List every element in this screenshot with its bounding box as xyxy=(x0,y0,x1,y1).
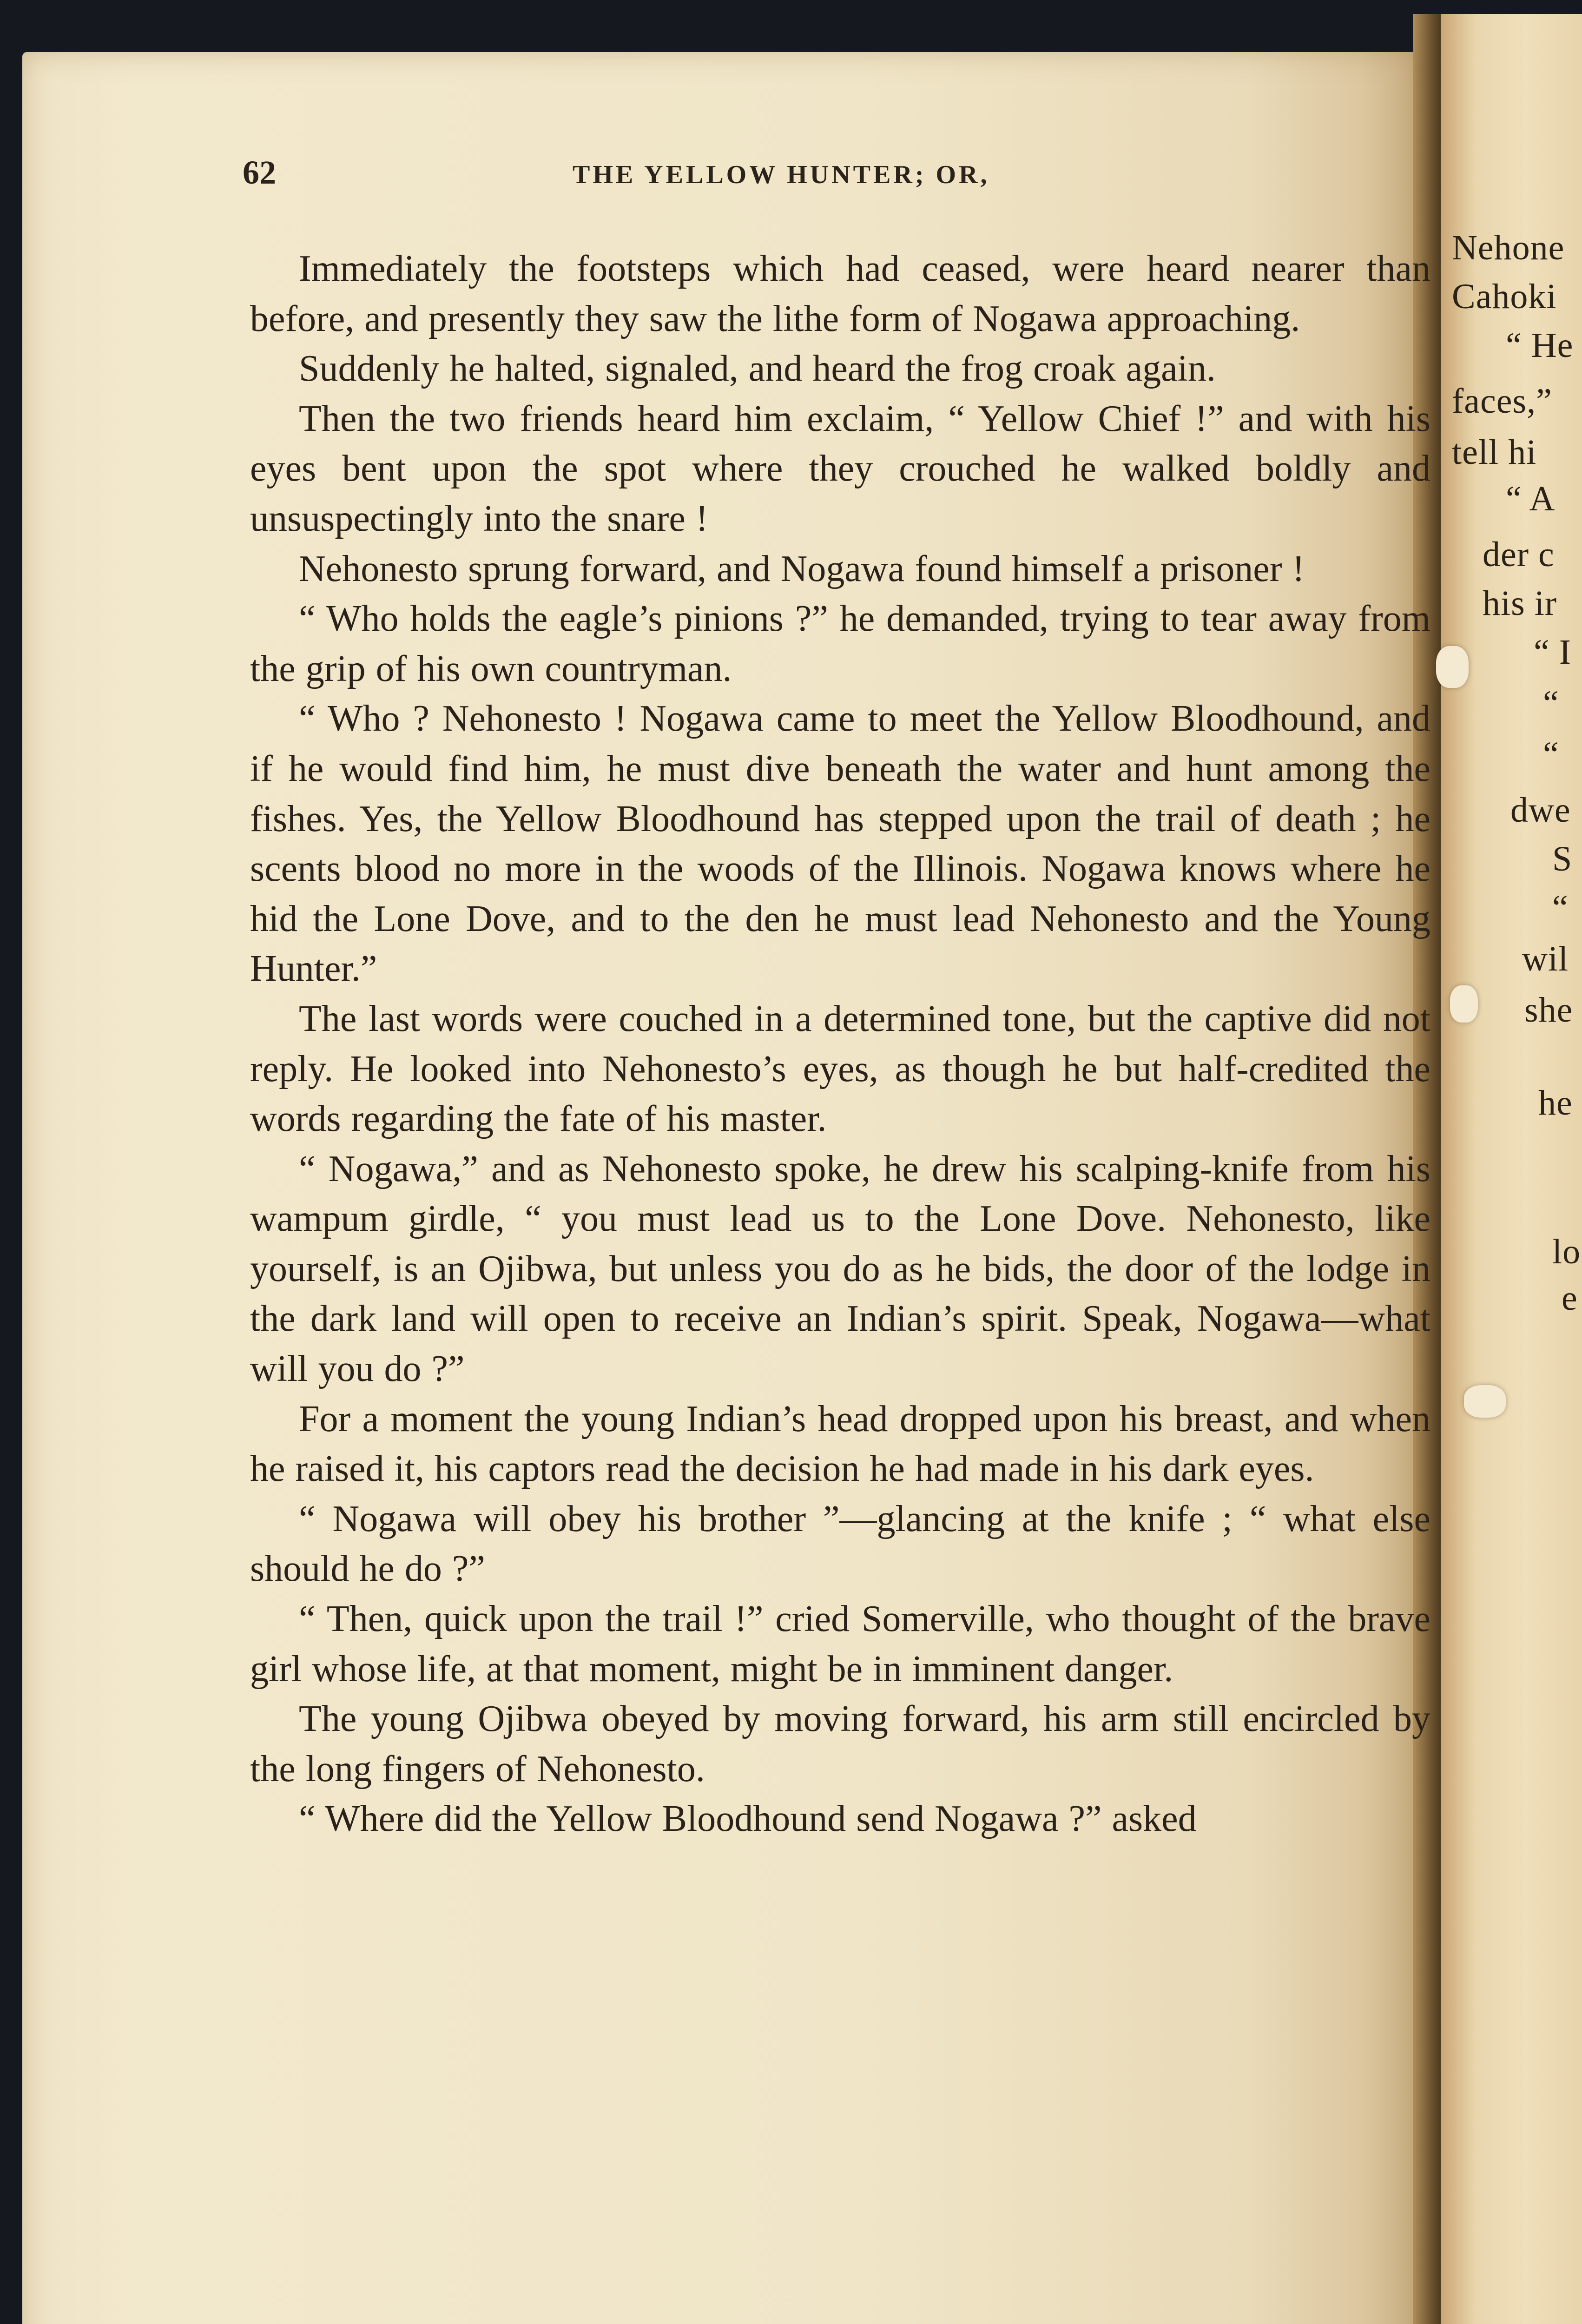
paper-tear xyxy=(1450,985,1478,1023)
paper-tear xyxy=(1464,1385,1506,1418)
paper-tear xyxy=(1436,646,1469,688)
paragraph: Then the two friends heard him exclaim, “ Yellow Chief !” and with his eyes bent upon the spot where they crouched he walked boldly and unsuspectingly into the snare ! xyxy=(250,398,1430,539)
right-page-text-fragment: S xyxy=(1552,839,1573,878)
paragraph: For a moment the young Indian’s head dropped upon his breast, and when he raised it, his captors read the decision he had made in his dark eyes. xyxy=(250,1398,1430,1490)
right-page-text-fragment: faces,” xyxy=(1452,382,1552,421)
paragraph: Nehonesto sprung forward, and Nogawa found himself a prisoner ! xyxy=(299,548,1305,589)
right-page-text-fragment: wil xyxy=(1522,939,1569,978)
paragraph: “ Nogawa will obey his brother ”—glancing at the knife ; “ what else should he do ?” xyxy=(250,1498,1430,1590)
right-page-text-fragment: dwe xyxy=(1510,791,1571,830)
paragraph: Suddenly he halted, signaled, and heard the frog croak again. xyxy=(299,348,1216,390)
paragraph: The young Ojibwa obeyed by moving forward, his arm still encircled by the long fingers of Nehonesto. xyxy=(250,1698,1430,1789)
right-page-text-fragment: Nehone xyxy=(1452,228,1565,267)
right-page-text-fragment: “ I xyxy=(1534,633,1572,672)
right-page-text-fragment: “ xyxy=(1543,735,1559,774)
paragraph: The last words were couched in a determined tone, but the captive did not reply. He looked into Nehonesto’s eyes, as though he but half-credited the words regarding the fate of his master. xyxy=(250,998,1430,1140)
right-page-text-fragment: his ir xyxy=(1483,584,1557,623)
running-head: THE YELLOW HUNTER; OR, xyxy=(573,160,990,189)
body-text xyxy=(250,244,1430,1844)
right-page-text-fragment: tell hi xyxy=(1452,433,1537,472)
right-page-text-fragment: “ xyxy=(1543,684,1559,723)
right-page-text-fragment: der c xyxy=(1483,535,1555,574)
right-page-text-fragment: “ A xyxy=(1506,479,1556,518)
paragraph: “ Then, quick upon the trail !” cried Somerville, who thought of the brave girl whose life, at that moment, might be in imminent danger. xyxy=(250,1598,1430,1690)
page-number: 62 xyxy=(243,154,276,191)
right-page-text-fragment: “ He xyxy=(1506,326,1574,365)
right-page-text-fragment: she xyxy=(1524,990,1573,1030)
right-page-text-fragment: “ xyxy=(1552,888,1569,927)
right-page-text-fragment: he xyxy=(1538,1083,1573,1122)
right-page-text-fragment: Cahoki xyxy=(1452,277,1557,316)
paragraph: “ Who ? Nehonesto ! Nogawa came to meet the Yellow Bloodhound, and if he would find him, he must dive beneath the water and hunt among the fishes. Yes, the Yellow Bloodhound has stepped upon the trail of death ; he scents blood no more in the woods of the Illinois. Nogawa knows where he hid the Lone Dove, and to the den he must lead Nehonesto and the Young Hunter.” xyxy=(250,698,1430,990)
paragraph: Immediately the footsteps which had ceased, were heard nearer than before, and presently they saw the lithe form of Nogawa approaching. xyxy=(250,248,1430,339)
page-header xyxy=(243,153,1428,205)
right-page-text-fragment: e xyxy=(1562,1279,1578,1318)
right-page-text-fragment: lo xyxy=(1552,1232,1581,1271)
paragraph: “ Nogawa,” and as Nehonesto spoke, he drew his scalping-knife from his wampum girdle, “ you must lead us to the Lone Dove. Nehonesto, like yourself, is an Ojibwa, but unless you do as he bids, the door of the lodge in the dark land will open to receive an Indian’s spirit. Speak, Nogawa—what will you do ?” xyxy=(250,1148,1430,1390)
right-page-fragment xyxy=(1441,14,1582,2324)
paragraph: “ Where did the Yellow Bloodhound send Nogawa ?” asked xyxy=(299,1798,1197,1840)
paragraph: “ Who holds the eagle’s pinions ?” he demanded, trying to tear away from the grip of his own countryman. xyxy=(250,598,1430,689)
